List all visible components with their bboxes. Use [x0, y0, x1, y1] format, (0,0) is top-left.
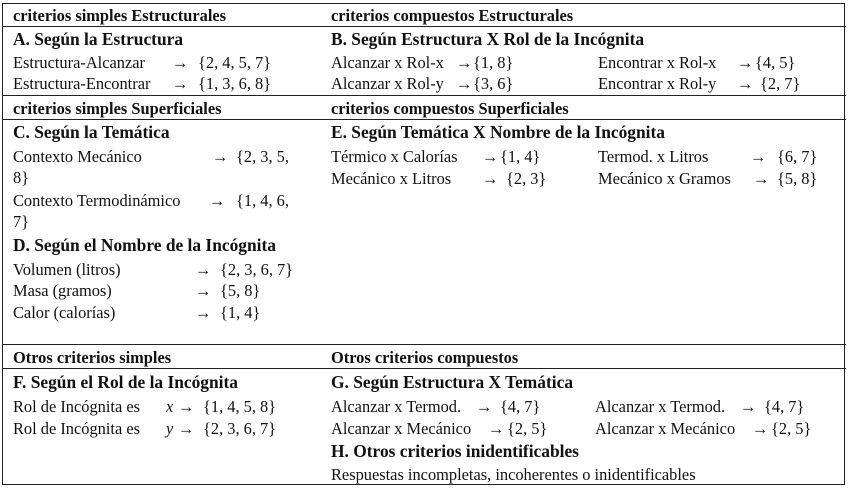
- arrow-icon: →: [456, 74, 473, 93]
- section-title-a: A. Según la Estructura: [13, 29, 184, 49]
- arrow-icon: →: [178, 419, 195, 438]
- row-label: Alcanzar x Mecánico: [331, 419, 472, 438]
- header-otros-compuestos: Otros criterios compuestos: [331, 348, 519, 367]
- rule-section-1: [2, 95, 846, 96]
- arrow-icon: →: [737, 53, 754, 72]
- row-variable: x: [166, 397, 174, 416]
- row-set: {6, 7}: [777, 147, 818, 166]
- rule-header-3: [2, 368, 846, 369]
- header-otros-simples: Otros criterios simples: [13, 348, 172, 367]
- section-title-b: B. Según Estructura X Rol de la Incógnita: [331, 29, 645, 49]
- arrow-icon: →: [476, 397, 493, 416]
- header-simple-superficiales: criterios simples Superficiales: [13, 99, 222, 118]
- row-set: {1, 3, 6, 8}: [198, 74, 272, 93]
- row-label: Masa (gramos): [13, 281, 112, 300]
- row-label: Alcanzar x Termod.: [331, 397, 462, 416]
- arrow-icon: →: [195, 303, 212, 322]
- rule-section-2: [2, 344, 846, 345]
- row-set: {4, 7}: [500, 397, 541, 416]
- arrow-icon: →: [753, 169, 770, 188]
- arrow-icon: →: [740, 397, 757, 416]
- row-label: Encontrar x Rol-x: [598, 53, 717, 72]
- row-label: Térmico x Calorías: [331, 147, 458, 166]
- rule-header-2: [2, 119, 846, 120]
- row-label: Alcanzar x Mecánico: [595, 419, 736, 438]
- header-compuestos-estructurales: criterios compuestos Estructurales: [331, 6, 574, 25]
- section-title-f: F. Según el Rol de la Incógnita: [13, 372, 238, 392]
- row-label: Calor (calorías): [13, 303, 116, 322]
- row-label: Estructura-Alcanzar: [13, 53, 145, 72]
- row-set: {2, 3, 6, 7}: [203, 419, 277, 438]
- row-label: Rol de Incógnita es: [13, 419, 140, 438]
- row-set: {1, 8}: [473, 53, 514, 72]
- row-set: {3, 6}: [473, 74, 514, 93]
- row-label: Alcanzar x Rol-x: [331, 53, 444, 72]
- row-label: Alcanzar x Rol-y: [331, 74, 444, 93]
- arrow-icon: →: [195, 281, 212, 300]
- row-set: {4, 5}: [755, 53, 796, 72]
- row-label: Estructura-Encontrar: [13, 74, 151, 93]
- arrow-icon: →: [482, 147, 499, 166]
- arrow-icon: →: [172, 53, 189, 72]
- arrow-icon: →: [172, 74, 189, 93]
- row-label: Contexto Termodinámico: [13, 191, 181, 210]
- arrow-icon: →: [212, 147, 229, 166]
- arrow-icon: →: [209, 191, 226, 210]
- rule-header-1: [2, 26, 846, 27]
- row-label: Volumen (litros): [13, 260, 121, 279]
- row-set: {1, 4}: [500, 147, 541, 166]
- row-set: {1, 4}: [220, 303, 261, 322]
- arrow-icon: →: [456, 53, 473, 72]
- section-h-text: Respuestas incompletas, incoherentes o inidentificables: [331, 465, 696, 484]
- arrow-icon: →: [737, 74, 754, 93]
- row-label: Encontrar x Rol-y: [598, 74, 717, 93]
- row-set: {2, 7}: [760, 74, 801, 93]
- header-compuestos-superficiales: criterios compuestos Superficiales: [331, 99, 569, 118]
- row-label: Termod. x Litros: [598, 147, 709, 166]
- row-label: Contexto Mecánico: [13, 147, 142, 166]
- arrow-icon: →: [750, 147, 767, 166]
- arrow-icon: →: [195, 260, 212, 279]
- row-set: {5, 8}: [220, 281, 261, 300]
- section-title-e: E. Según Temática X Nombre de la Incógnita: [331, 122, 665, 142]
- row-variable: y: [166, 419, 174, 438]
- section-title-g: G. Según Estructura X Temática: [331, 372, 574, 392]
- row-set: {2, 3, 6, 7}: [220, 260, 294, 279]
- section-title-d: D. Según el Nombre de la Incógnita: [13, 235, 276, 255]
- section-title-h: H. Otros criterios inidentificables: [331, 441, 579, 461]
- row-label: Mecánico x Litros: [331, 169, 452, 188]
- arrow-icon: →: [488, 419, 505, 438]
- arrow-icon: →: [178, 397, 195, 416]
- row-set: {1, 4, 6,: [236, 191, 289, 210]
- row-set: {5, 8}: [777, 169, 818, 188]
- row-set-wrap: 8}: [13, 168, 30, 187]
- row-set: {2, 4, 5, 7}: [198, 53, 272, 72]
- arrow-icon: →: [482, 169, 499, 188]
- section-title-c: C. Según la Temática: [13, 122, 170, 142]
- header-simple-estructurales: criterios simples Estructurales: [13, 6, 227, 25]
- row-set: {2, 3, 5,: [236, 147, 289, 166]
- row-set: {2, 3}: [506, 169, 547, 188]
- row-label: Rol de Incógnita es: [13, 397, 140, 416]
- row-set: {1, 4, 5, 8}: [203, 397, 277, 416]
- row-set: {4, 7}: [764, 397, 805, 416]
- row-set-wrap: 7}: [13, 212, 30, 231]
- row-label: Alcanzar x Termod.: [595, 397, 726, 416]
- arrow-icon: →: [752, 419, 769, 438]
- row-label: Mecánico x Gramos: [598, 169, 731, 188]
- row-set: {2, 5}: [771, 419, 812, 438]
- row-set: {2, 5}: [507, 419, 548, 438]
